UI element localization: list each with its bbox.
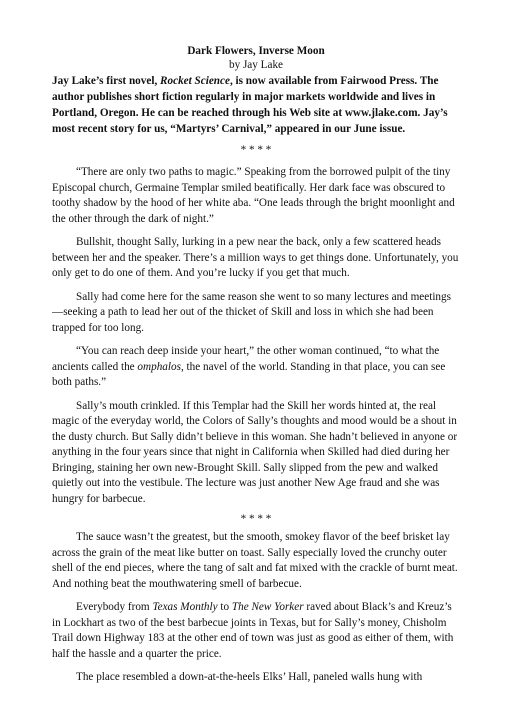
paragraph-7-text-1: Everybody from: [76, 601, 153, 613]
author-bio-text-2: , is now available from Fairwood Press. The author publishes short fiction regularly in major markets worldwide and lives in Portland, Oregon. He can be reached through his Web site at www.jlake.com. Jay’s most recent story for us, “Martyrs’ Carnival,” appeared in our June issue.: [52, 75, 448, 135]
paragraph-7-text-3: raved about Black’s and Kreuz’s in Lockhart as two of the best barbecue joints in Texas, but for Sally’s money, Chisholm Trail down Highway 183 at the other end of town was just as good as either of them, with half the hassle and a quarter the price.: [52, 601, 454, 660]
author-bio: [52, 73, 460, 137]
section-break-2: * * * *: [240, 513, 272, 525]
section-break: * * * *: [240, 144, 272, 156]
paragraph-4-text-1: “You can reach deep inside your heart,” the other woman continued, “to what the ancients called the: [52, 345, 440, 373]
story-title: Dark Flowers, Inverse Moon: [187, 45, 325, 57]
paragraph-8: The place resembled a down-at-the-heels Elks’ Hall, paneled walls hung with: [76, 671, 423, 683]
paragraph-7: [52, 600, 460, 662]
story-byline: by Jay Lake: [228, 59, 284, 71]
author-bio-text-1: Jay Lake’s first novel,: [52, 75, 161, 87]
omphalos-term: omphalos: [137, 360, 181, 373]
paragraph-1: “There are only two paths to magic.” Speaking from the borrowed pulpit of the tiny Episcopal church, Germaine Templar smiled beatifically. Her dark face was obscured to toothy shadow by the hood of her white aba. “One leads through the bright moonlight and the other through the dark of night.”: [52, 166, 455, 225]
paragraph-4: [52, 344, 460, 391]
paragraph-5: Sally’s mouth crinkled. If this Templar had the Skill her words hinted at, the real magic of the everyday world, the Colors of Sally’s thoughts and mood would be a shout in the dusty church. But Sally didn’t believe in this woman. She hadn’t believed in anyone or anything in the four years since that night in California when Skilled had died during her Bringing, staining her own new-Brought Skill. Sally slipped from the pew and walked quietly out into the vestibule. The lecture was just another New Age fraud and she was hungry for barbecue.: [52, 399, 458, 505]
paragraph-6: The sauce wasn’t the greatest, but the smooth, smokey flavor of the beef brisket lay across the grain of the meat like butter on toast. Sally especially loved the crunchy outer shell of the end pieces, where the tang of salt and fat mixed with the crackle of burnt meat. And nothing beat the mouthwatering smell of barbecue.: [52, 531, 458, 590]
paragraph-2: Bullshit, thought Sally, lurking in a pew near the back, only a few scattered heads between her and the speaker. There’s a million ways to get things done. Unfortunately, you only get to do one of them. And you’re lucky if you get that much.: [52, 236, 459, 279]
magazine-title-2: The New Yorker: [231, 601, 304, 613]
paragraph-3: Sally had come here for the same reason she went to so many lectures and meetings—seeking a path to lead her out of the thicket of Skill and loss in which she had been trapped for too long.: [52, 290, 451, 334]
novel-title: Rocket Science: [160, 75, 230, 87]
paragraph-7-text-2: to: [217, 601, 232, 613]
paragraph-4-text-2: , the navel of the world. Standing in that place, you can see both paths.”: [52, 360, 446, 388]
magazine-title-1: Texas Monthly: [152, 601, 218, 613]
